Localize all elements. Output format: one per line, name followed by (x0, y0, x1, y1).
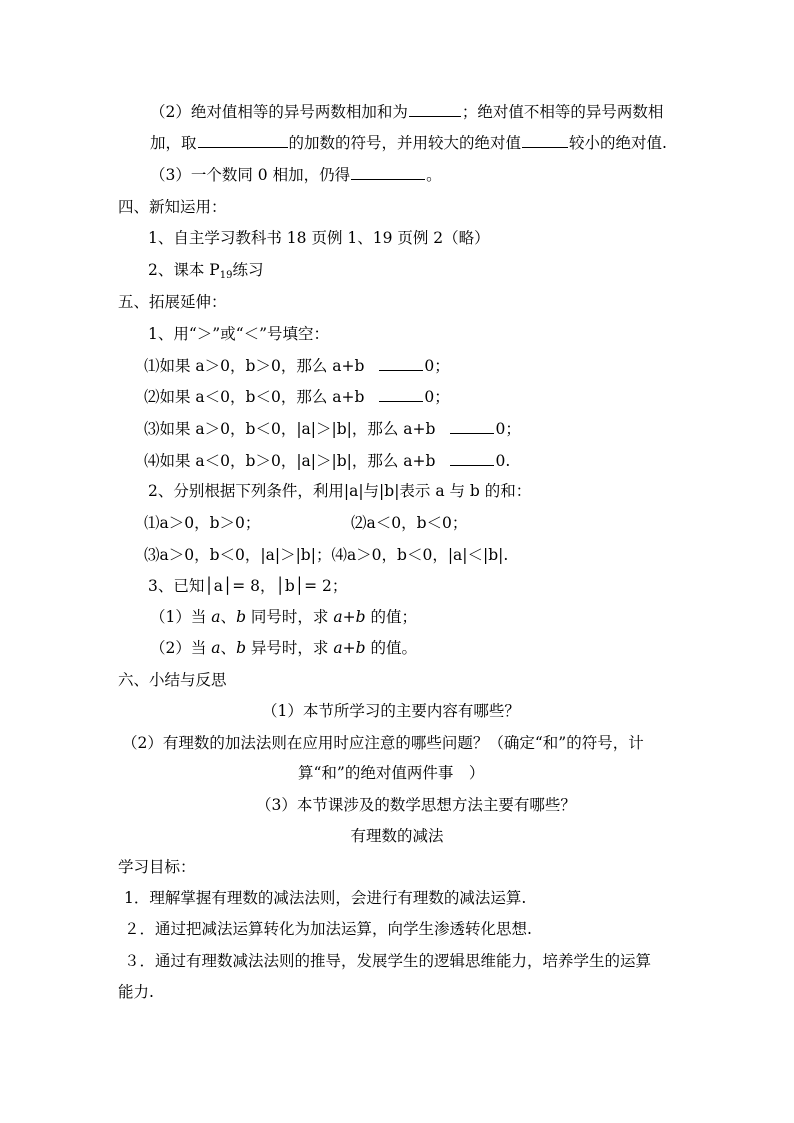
sec4-item2: 2、课本 $P_{19}$练习 (148, 261, 264, 281)
sec5-q1-1: ⑴如果 a＞0，b＞0，那么 a+b 0； (144, 357, 450, 375)
sec5-heading: 五、拓展延伸： (118, 293, 227, 311)
blank-line (522, 133, 568, 148)
sec5-q1: 1、用“＞”或“＜”号填空： (148, 325, 330, 343)
blank-line (379, 387, 423, 402)
sec5-q2-3: ⑶a＞0，b＜0，|a|＞|b|；⑷a＞0，b＜0，|a|＜|b|. (144, 546, 509, 564)
sec4-heading: 四、新知运用： (118, 198, 227, 216)
sec6-item3: （3）本节课涉及的数学思想方法主要有哪些？ (256, 796, 576, 814)
sec3-item2-line2: 加，取 的加数的符号，并用较大的绝对值 较小的绝对值. (150, 134, 667, 152)
sec5-q2-2: ⑵a＜0，b＜0； (351, 514, 468, 532)
sec5-q1-4: ⑷如果 a＜0，b＞0，|a|＞|b|，那么 a+b 0. (144, 452, 511, 470)
sec4-item1: 1、自主学习教科书 18 页例 1、19 页例 2（略） (148, 229, 490, 247)
blank-line (409, 102, 461, 117)
sec5-q3-1: （1）当 a、b 同号时，求 a+b 的值； (150, 608, 417, 626)
blank-line (450, 419, 494, 434)
blank-line (450, 451, 494, 466)
sec6-heading: 六、小结与反思 (118, 671, 227, 689)
sec6-item2-line1: （2）有理数的加法法则在应用时应注意的哪些问题？（确定“和”的符号，计 (122, 734, 644, 752)
goal-3-line1: ３．通过有理数减法法则的推导，发展学生的逻辑思维能力，培养学生的运算 (124, 952, 652, 970)
sec6-item1: （1）本节所学习的主要内容有哪些？ (262, 702, 520, 720)
sec6-item2-line2: 算“和”的绝对值两件事 ） (298, 764, 485, 782)
sec3-item2-line1: （2）绝对值相等的异号两数相加和为 ；绝对值不相等的异号两数相 (150, 103, 664, 121)
sec5-q2-1: ⑴a＞0，b＞0； (144, 514, 261, 532)
sec5-q3: 3、已知│a│= 8，│b│= 2； (148, 577, 348, 595)
blank-line (351, 165, 425, 180)
goals-heading: 学习目标： (118, 858, 196, 876)
sec3-item3: （3）一个数同 0 相加，仍得 。 (150, 166, 442, 184)
goal-1: 1．理解掌握有理数的减法法则，会进行有理数的减法运算. (124, 889, 527, 907)
goal-2: ２．通过把减法运算转化为加法运算，向学生渗透转化思想. (124, 920, 532, 938)
next-lesson-title: 有理数的减法 (350, 827, 444, 845)
blank-line (198, 133, 288, 148)
sec5-q1-3: ⑶如果 a＞0，b＜0，|a|＞|b|，那么 a+b 0； (144, 420, 521, 438)
goal-3-line2: 能力. (118, 983, 154, 1001)
blank-line (379, 356, 423, 371)
sec5-q1-2: ⑵如果 a＜0，b＜0，那么 a+b 0； (144, 388, 450, 406)
sec5-q2: 2、分别根据下列条件，利用|a|与|b|表示 a 与 b 的和： (148, 482, 532, 500)
sec5-q3-2: （2）当 a、b 异号时，求 a+b 的值。 (150, 639, 417, 657)
